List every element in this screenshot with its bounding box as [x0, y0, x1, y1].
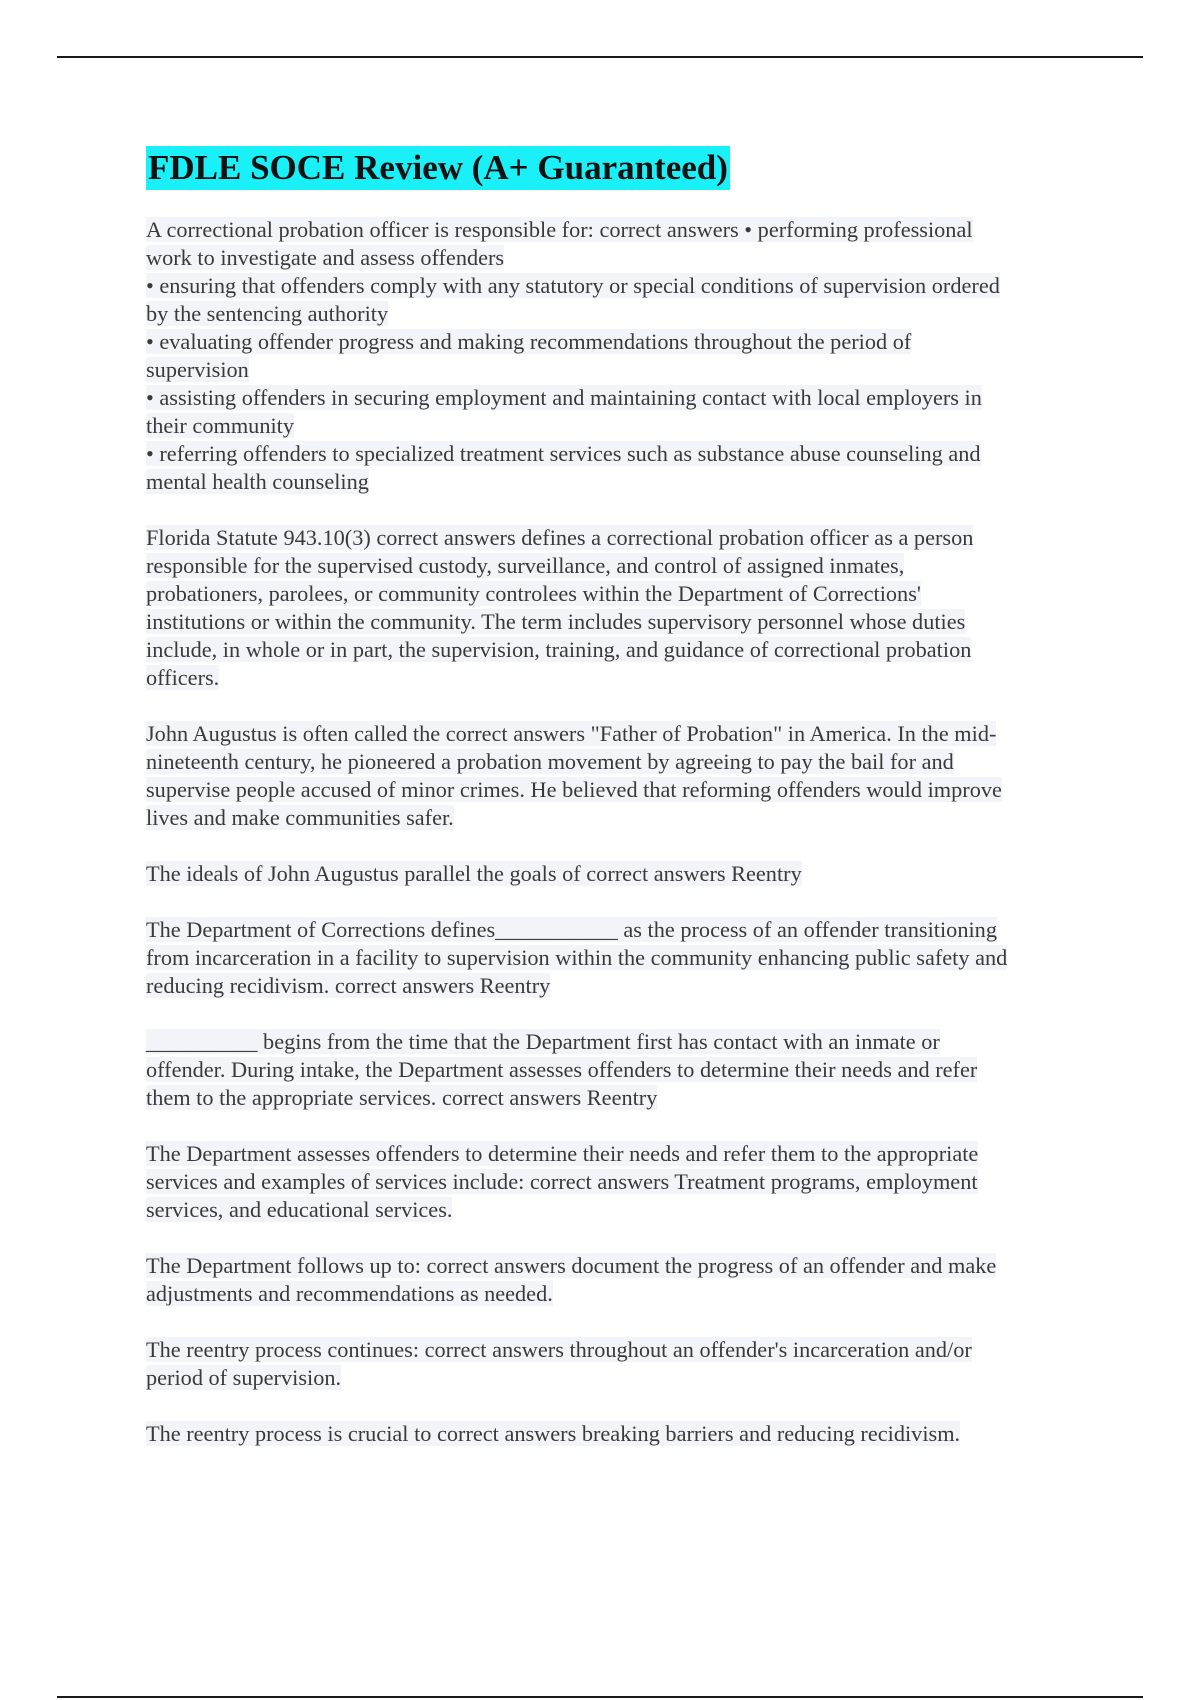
text-line-content: by the sentencing authority: [146, 301, 389, 326]
text-line: [146, 748, 1081, 776]
text-line: [146, 636, 1081, 664]
top-rule: [57, 56, 1143, 58]
text-line: [146, 1280, 1081, 1308]
text-line-content: work to investigate and assess offenders: [146, 245, 505, 270]
document-body: [146, 146, 1081, 1476]
text-line-content: offender. During intake, the Department assesses offenders to determine their needs and refer: [146, 1057, 978, 1082]
paragraph: [146, 720, 1081, 832]
document-title: FDLE SOCE Review (A+ Guaranteed): [146, 146, 730, 190]
text-line: [146, 1140, 1081, 1168]
text-line: [146, 1028, 1081, 1056]
text-line: [146, 300, 1081, 328]
paragraph: [146, 860, 1081, 888]
text-line-content: officers.: [146, 665, 220, 690]
text-line: [146, 1084, 1081, 1112]
text-line: [146, 328, 1081, 356]
text-line-content: __________ begins from the time that the Department first has contact with an inmate or: [146, 1029, 940, 1054]
text-line-content: • ensuring that offenders comply with any statutory or special conditions of supervision ordered: [146, 273, 1000, 298]
text-line-content: • assisting offenders in securing employment and maintaining contact with local employers in: [146, 385, 982, 410]
text-line: [146, 1056, 1081, 1084]
text-line-content: include, in whole or in part, the supervision, training, and guidance of correctional probation: [146, 637, 972, 662]
paragraph: [146, 1336, 1081, 1392]
paragraph-list: [146, 216, 1081, 1448]
text-line-content: supervision: [146, 357, 249, 382]
text-line: [146, 580, 1081, 608]
text-line-content: from incarceration in a facility to supervision within the community enhancing public safety and: [146, 945, 1008, 970]
paragraph: [146, 1140, 1081, 1224]
text-line: [146, 860, 1081, 888]
text-line-content: reducing recidivism. correct answers Reentry: [146, 973, 551, 998]
text-line: [146, 804, 1081, 832]
text-line: [146, 216, 1081, 244]
text-line-content: responsible for the supervised custody, surveillance, and control of assigned inmates,: [146, 553, 905, 578]
text-line: [146, 664, 1081, 692]
bottom-rule: [57, 1696, 1143, 1698]
text-line: [146, 1364, 1081, 1392]
text-line: [146, 608, 1081, 636]
text-line: [146, 552, 1081, 580]
text-line-content: adjustments and recommendations as needed.: [146, 1281, 553, 1306]
text-line-content: institutions or within the community. The term includes supervisory personnel whose duties: [146, 609, 966, 634]
text-line-content: John Augustus is often called the correct answers "Father of Probation" in America. In the mid-: [146, 721, 997, 746]
text-line: [146, 1420, 1081, 1448]
paragraph: [146, 1420, 1081, 1448]
text-line-content: • evaluating offender progress and making recommendations throughout the period of: [146, 329, 912, 354]
paragraph: [146, 1252, 1081, 1308]
text-line-content: probationers, parolees, or community controlees within the Department of Corrections': [146, 581, 921, 606]
text-line-content: mental health counseling: [146, 469, 369, 494]
text-line: [146, 720, 1081, 748]
text-line: [146, 1196, 1081, 1224]
text-line: [146, 776, 1081, 804]
text-line-content: lives and make communities safer.: [146, 805, 454, 830]
text-line-content: services and examples of services include: correct answers Treatment programs, employment: [146, 1169, 978, 1194]
text-line-content: The Department assesses offenders to determine their needs and refer them to the appropriate: [146, 1141, 979, 1166]
text-line-content: The ideals of John Augustus parallel the goals of correct answers Reentry: [146, 861, 802, 886]
text-line: [146, 272, 1081, 300]
text-line: [146, 944, 1081, 972]
text-line-content: their community: [146, 413, 294, 438]
text-line-content: The reentry process is crucial to correct answers breaking barriers and reducing recidivism.: [146, 1421, 961, 1446]
text-line-content: The Department of Corrections defines___________ as the process of an offender transitioning: [146, 917, 997, 942]
text-line: [146, 412, 1081, 440]
paragraph: [146, 524, 1081, 692]
text-line: [146, 356, 1081, 384]
paragraph: [146, 216, 1081, 496]
text-line-content: The reentry process continues: correct answers throughout an offender's incarceration and/or: [146, 1337, 972, 1362]
text-line-content: The Department follows up to: correct answers document the progress of an offender and make: [146, 1253, 997, 1278]
text-line: [146, 1252, 1081, 1280]
text-line-content: A correctional probation officer is responsible for: correct answers • performing professional: [146, 217, 973, 242]
text-line: [146, 916, 1081, 944]
text-line-content: nineteenth century, he pioneered a probation movement by agreeing to pay the bail for and: [146, 749, 954, 774]
text-line: [146, 440, 1081, 468]
text-line: [146, 1168, 1081, 1196]
text-line: [146, 384, 1081, 412]
text-line: [146, 468, 1081, 496]
text-line-content: period of supervision.: [146, 1365, 342, 1390]
text-line-content: Florida Statute 943.10(3) correct answers defines a correctional probation officer as a person: [146, 525, 974, 550]
text-line-content: supervise people accused of minor crimes. He believed that reforming offenders would improve: [146, 777, 1002, 802]
text-line: [146, 524, 1081, 552]
text-line: [146, 244, 1081, 272]
paragraph: [146, 916, 1081, 1000]
text-line-content: • referring offenders to specialized treatment services such as substance abuse counseling and: [146, 441, 981, 466]
text-line: [146, 972, 1081, 1000]
text-line: [146, 1336, 1081, 1364]
paragraph: [146, 1028, 1081, 1112]
text-line-content: them to the appropriate services. correct answers Reentry: [146, 1085, 658, 1110]
text-line-content: services, and educational services.: [146, 1197, 453, 1222]
